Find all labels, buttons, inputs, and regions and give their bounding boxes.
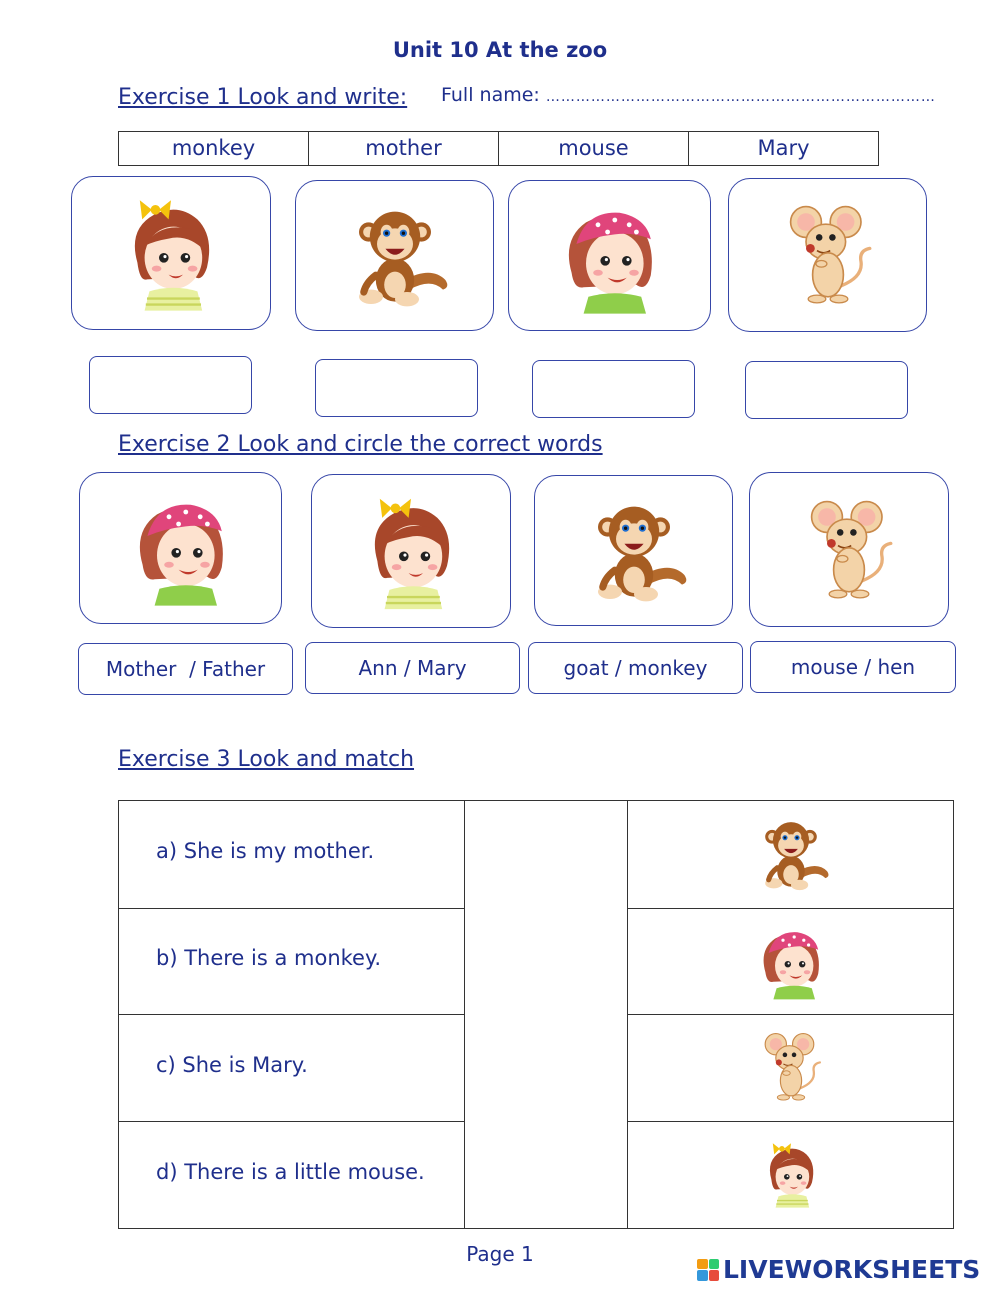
ex1-picture-4 <box>728 178 927 332</box>
exercise3-heading: Exercise 3 Look and match <box>118 747 415 772</box>
ex1-picture-1 <box>71 176 271 330</box>
logo-badge-icon <box>697 1259 719 1281</box>
full-name-line <box>441 84 936 106</box>
exercise2-heading: Exercise 2 Look and circle the correct words <box>118 432 603 457</box>
exercise1-heading: Exercise 1 Look and write: <box>118 85 408 110</box>
ex2-picture-1 <box>79 472 282 624</box>
girl-pink-headscarf-icon <box>751 915 831 1007</box>
ex2-picture-4 <box>749 472 949 627</box>
mouse-icon <box>753 1018 829 1116</box>
row-divider <box>119 1121 464 1122</box>
logo-text: LIVEWORKSHEETS <box>723 1255 981 1284</box>
choice-box-4[interactable]: mouse / hen <box>750 641 956 693</box>
girl-pink-headscarf-icon <box>121 488 241 608</box>
page-number: Page 1 <box>466 1242 534 1266</box>
liveworksheets-logo <box>697 1255 980 1284</box>
answer-box-4[interactable] <box>745 361 908 419</box>
choice-box-3[interactable]: goat / monkey <box>528 642 743 694</box>
column-divider <box>464 801 465 1228</box>
match-sentence-a: a) She is my mother. <box>156 839 375 863</box>
word-bank <box>118 131 879 166</box>
ex1-picture-3 <box>508 180 711 331</box>
girl-yellow-bow-icon <box>111 193 231 313</box>
word-bank-item: monkey <box>119 132 309 165</box>
answer-box-3[interactable] <box>532 360 695 418</box>
girl-yellow-bow-icon <box>756 1129 826 1219</box>
monkey-icon <box>569 491 699 611</box>
girl-yellow-bow-icon <box>351 489 471 614</box>
answer-box-1[interactable] <box>89 356 252 414</box>
match-picture-2[interactable] <box>628 908 954 1014</box>
full-name-label: Full name: <box>441 84 540 106</box>
match-picture-3[interactable] <box>628 1014 954 1120</box>
mouse-icon <box>773 190 883 320</box>
match-sentence-c: c) She is Mary. <box>156 1053 308 1077</box>
ex2-picture-2 <box>311 474 511 628</box>
monkey-icon <box>330 196 460 316</box>
match-picture-4[interactable] <box>628 1121 954 1227</box>
row-divider <box>119 1014 464 1015</box>
answer-box-2[interactable] <box>315 359 478 417</box>
full-name-dots: …………………………………………………………………… <box>545 89 936 105</box>
choice-box-1[interactable]: Mother / Father <box>78 643 293 695</box>
word-bank-item: mouse <box>499 132 689 165</box>
girl-pink-headscarf-icon <box>550 196 670 316</box>
worksheet-title: Unit 10 At the zoo <box>392 38 608 62</box>
ex2-picture-3 <box>534 475 733 626</box>
match-picture-1[interactable] <box>628 801 954 907</box>
row-divider <box>119 908 464 909</box>
word-bank-item: mother <box>309 132 499 165</box>
mouse-icon <box>794 485 904 615</box>
choice-box-2[interactable]: Ann / Mary <box>305 642 520 694</box>
ex1-picture-2 <box>295 180 494 331</box>
match-table <box>118 800 954 1229</box>
word-bank-item: Mary <box>757 136 810 160</box>
match-sentence-d: d) There is a little mouse. <box>156 1160 425 1184</box>
monkey-icon <box>746 811 836 897</box>
match-sentence-b: b) There is a monkey. <box>156 946 382 970</box>
